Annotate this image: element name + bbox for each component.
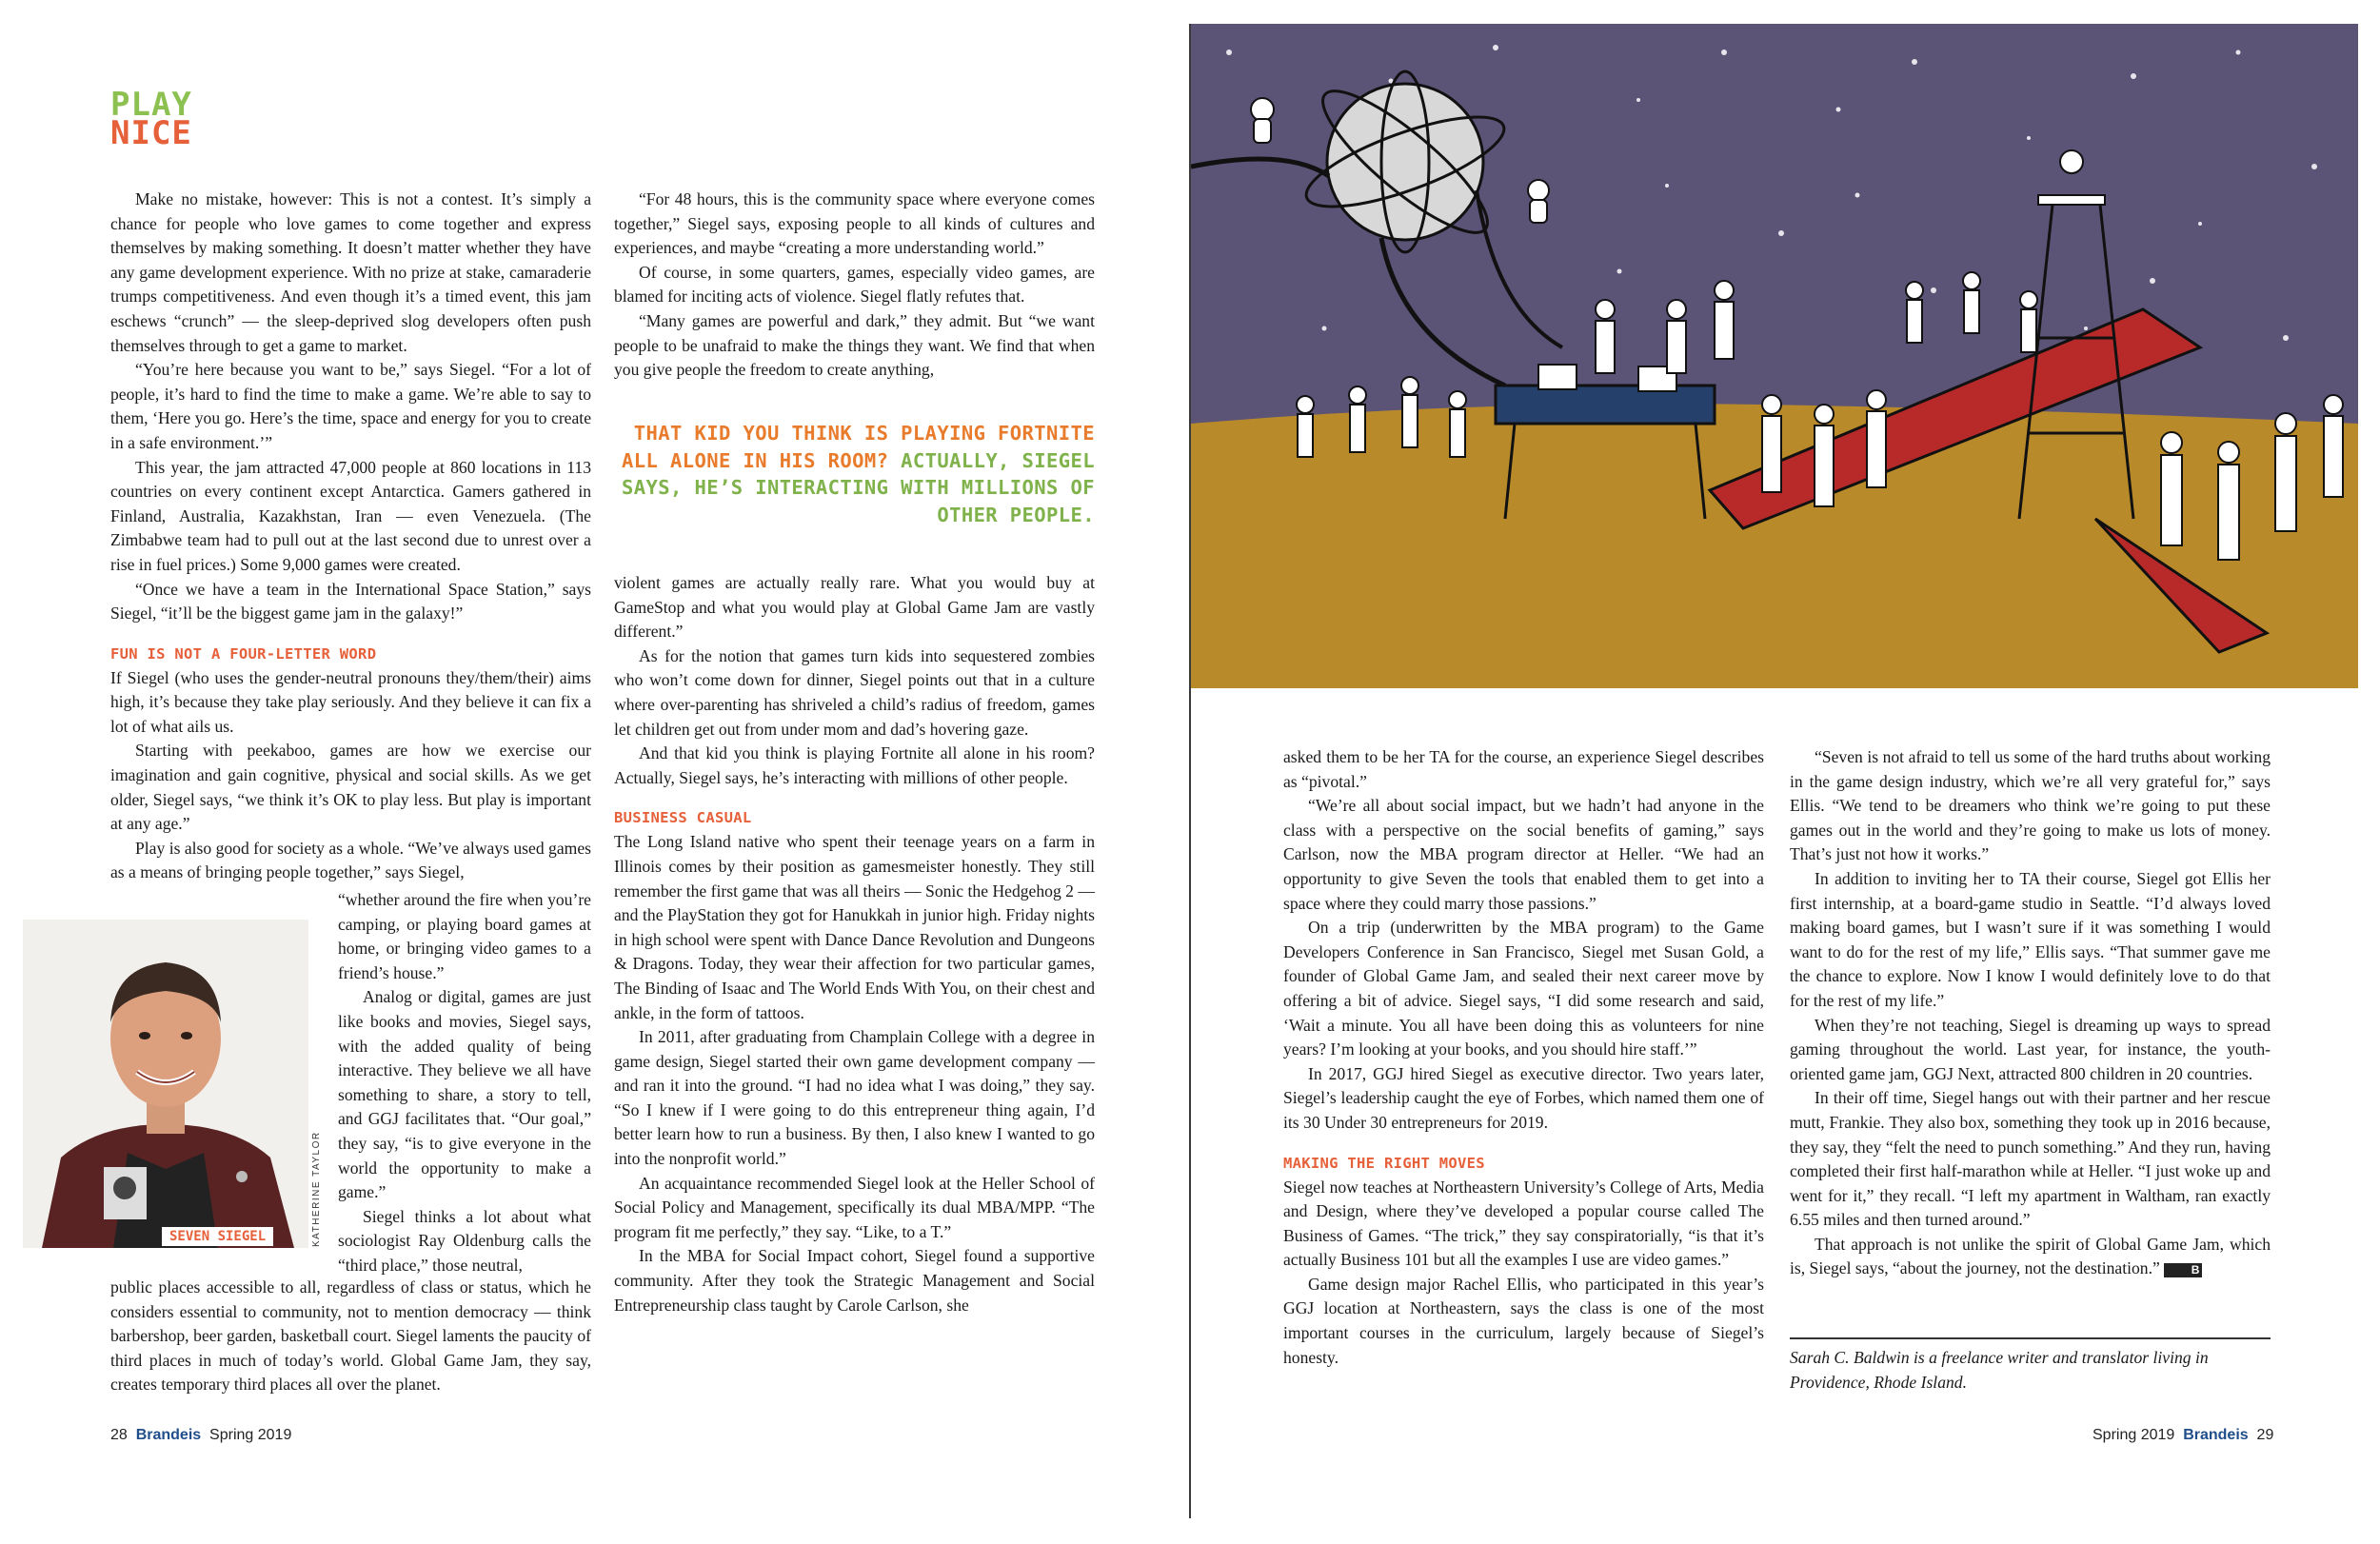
left-page bbox=[0, 0, 1189, 1544]
pull-quote bbox=[614, 420, 1095, 528]
paragraph: asked them to be her TA for the course, an experience Siegel describes as “pivotal.” bbox=[1283, 747, 1764, 791]
column-2 bbox=[614, 188, 1095, 383]
paragraph: Of course, in some quarters, games, especially video games, are blamed for inciting acts of violence. Siegel flatly refutes that. bbox=[614, 262, 1095, 307]
folio-left bbox=[110, 1427, 291, 1444]
subhead-business: BUSINESS CASUAL bbox=[614, 809, 752, 827]
column-3 bbox=[1283, 745, 1764, 1370]
page-number: 28 bbox=[110, 1427, 128, 1443]
folio-right bbox=[2092, 1427, 2273, 1444]
column-2-lower bbox=[614, 571, 1095, 1317]
space-game-jam-illustration bbox=[1191, 24, 2358, 688]
paragraph: Siegel thinks a lot about what sociologist Ray Oldenburg calls the “third place,” those neutral, bbox=[338, 1206, 591, 1275]
paragraph: “We’re all about social impact, but we hadn’t had anyone in the class with a perspective on the social benefits of gaming,” says Carlson, now the MBA program director at Heller. “We had an opportunity to give Seven the tools that enabled them to get into a space where they could marry those passions.” bbox=[1283, 796, 1764, 913]
paragraph: In 2017, GGJ hired Siegel as executive director. Two years later, Siegel’s leadership caught the eye of Forbes, which named them one of its 30 Under 30 entrepreneurs for 2019. bbox=[1283, 1063, 1764, 1132]
author-bio: Sarah C. Baldwin is a freelance writer and translator living in Providence, Rhode Island. bbox=[1790, 1348, 2209, 1392]
illustration-svg bbox=[1191, 24, 2358, 688]
subhead-fun: FUN IS NOT A FOUR-LETTER WORD bbox=[110, 644, 377, 663]
end-mark-icon: B bbox=[2164, 1263, 2203, 1277]
paragraph: “Seven is not afraid to tell us some of the hard truths about working in the game design industry, which we’re all very grateful for,” says Ellis. “We tend to be dreamers who think we’re going to put these games out in the world and they’re going to make us lots of money. That’s just not how it works.” bbox=[1790, 747, 2271, 864]
closing-sentence: That approach is not unlike the spirit of Global Game Jam, which is, Siegel says, “about the journey, not the destination.” bbox=[1790, 1234, 2271, 1278]
paragraph: violent games are actually really rare. What you would buy at GameStop and what you would play at Global Game Jam are vastly different.” bbox=[614, 573, 1095, 642]
photo-caption: SEVEN SIEGEL bbox=[162, 1227, 273, 1246]
paragraph: “Many games are powerful and dark,” they admit. But “we want people to be unafraid to make the things they want. We find that when you give people the freedom to create anything, bbox=[614, 310, 1095, 380]
paragraph: In 2011, after graduating from Champlain College with a degree in game design, Siegel started their own game development company — and ran it into the ground. “I had no idea what I was doing,” they say. “So I knew if I were going to do this entrepreneur thing again, I’d better learn how to run a business. By then, I also knew I wanted to go into the nonprofit world.” bbox=[614, 1027, 1095, 1169]
paragraph: As for the notion that games turn kids into sequestered zombies who won’t come down for dinner, Siegel points out that in a culture where over-parenting has shriveled a child’s radius of freedom, games let children get out from under mom and dad’s hovering gaze. bbox=[614, 645, 1095, 739]
brand-name: Brandeis bbox=[2183, 1427, 2249, 1443]
paragraph: public places accessible to all, regardless of class or status, which he considers essential to community, not to mention democracy — think barbershop, beer garden, basketball court. Siegel laments the paucity of third places in much of today’s world. Global Game Jam, they say, creates temporary third places all over the planet. bbox=[110, 1277, 591, 1395]
paragraph: In addition to inviting her to TA their course, Siegel got Ellis her first internship, at a board-game studio in Seattle. “I’d always loved making board games, but I wasn’t sure if it was something I would want to do for the rest of my life,” Ellis says. “That summer gave me the chance to explore. Now I know I would definitely love to do that for the rest of my life.” bbox=[1790, 868, 2271, 1010]
column-4 bbox=[1790, 745, 2271, 1281]
kicker-play: PLAY bbox=[110, 86, 192, 124]
paragraph: The Long Island native who spent their teenage years on a farm in Illinois comes by their position as gamesmeister honestly. They still remember the first game that was all theirs — Sonic the Hedgehog 2 — and the PlayStation they got for Hanukkah in junior high. Friday nights in high school were spent with Dance Dance Revolution and Dungeons & Dragons. Today, they wear their affection for two particular games, The Binding of Isaac and The World Ends With You, on their chest and ankle, in the form of tattoos. bbox=[614, 832, 1095, 1022]
column-1 bbox=[110, 188, 591, 885]
paragraph: In the MBA for Social Impact cohort, Siegel found a supportive community. After they took the Strategic Management and Social Entrepreneurship class taught by Carole Carlson, she bbox=[614, 1246, 1095, 1315]
paragraph: On a trip (underwritten by the MBA program) to the Game Developers Conference in San Francisco, Siegel met Susan Gold, a founder of Global Game Jam, and sealed their next career move by offering a bit of advice. Siegel says, “I did some research and said, ‘Wait a minute. You all have been doing this as volunteers for nine years? I’m looking at your books, and you should hire staff.’” bbox=[1283, 918, 1764, 1059]
subhead-moves: MAKING THE RIGHT MOVES bbox=[1283, 1154, 1485, 1172]
page-number: 29 bbox=[2256, 1427, 2274, 1443]
issue-date: Spring 2019 bbox=[209, 1427, 292, 1443]
paragraph: “Once we have a team in the International Space Station,” says Siegel, “it’ll be the biggest game jam in the galaxy!” bbox=[110, 579, 591, 624]
paragraph: If Siegel (who uses the gender-neutral pronouns they/them/their) aims high, it’s because they take play seriously. And they believe it can fix a lot of what ails us. bbox=[110, 667, 591, 736]
pull-quote-green: ACTUALLY, SIEGEL SAYS, HE’S INTERACTING WITH MILLIONS OF OTHER PEOPLE. bbox=[622, 448, 1095, 526]
kicker-nice: NICE bbox=[110, 114, 192, 152]
photo-credit: KATHERINE TAYLOR bbox=[311, 1131, 322, 1247]
paragraph: Siegel now teaches at Northeastern University’s College of Arts, Media and Design, where they’ve developed a popular course called The Business of Games. “The trick,” they say conspiratorially, “is that it’s actually Business 101 but all the examples I use are video games.” bbox=[1283, 1177, 1764, 1270]
portrait-illustration bbox=[23, 920, 308, 1248]
paragraph: Analog or digital, games are just like books and movies, Siegel says, with the added quality of being interactive. They believe we all have something to share, a story to tell, and GGJ facilitates that. “Our goal,” they say, “is to give everyone in the world the opportunity to make a game.” bbox=[338, 987, 591, 1202]
paragraph: An acquaintance recommended Siegel look at the Heller School of Social Policy and Management, specifically its dual MBA/MPP. “The program fit me perfectly,” they say. “Like, to a T.” bbox=[614, 1173, 1095, 1241]
paragraph: Starting with peekaboo, games are how we exercise our imagination and gain cognitive, physical and social skills. As we get older, Siegel says, “we think it’s OK to play less. But play is important at any age.” bbox=[110, 741, 591, 834]
paragraph: Make no mistake, however: This is not a contest. It’s simply a chance for people who love games to come together and express themselves by making something. It doesn’t matter whether they have any game development experience. With no prize at stake, camaraderie trumps competitiveness. And even though it’s a timed event, this jam eschews “crunch” — the sleep-deprived slog developers often push themselves through to get a game to market. bbox=[110, 189, 591, 355]
paragraph: Game design major Rachel Ellis, who participated in this year’s GGJ location at Northeastern, says the class is one of the most important courses in the curriculum, largely because of Siegel’s honesty. bbox=[1283, 1274, 1764, 1367]
pull-quote-orange: THAT KID YOU THINK IS PLAYING FORTNITE ALL ALONE IN HIS ROOM? bbox=[622, 422, 1095, 472]
paragraph: “You’re here because you want to be,” says Siegel. “For a lot of people, it’s hard to find the time to make a game. We’re able to say to them, ‘Here you go. Here’s the time, space and energy for you to create in a safe environment.’” bbox=[110, 360, 591, 452]
paragraph: In their off time, Siegel hangs out with their partner and her rescue mutt, Frankie. They also box, something they took up in 2016 because, they say, they “felt the need to punch something.” And they run, having completed their first half-marathon while at Heller. “I just woke up and went for it,” they recall. “I left my apartment in Waltham, ran exactly 6.55 miles and then turned around.” bbox=[1790, 1088, 2271, 1230]
paragraph: “For 48 hours, this is the community space where everyone comes together,” Siegel says, exposing people to all kinds of cultures and experiences, and maybe “creating a more understanding world.” bbox=[614, 189, 1095, 258]
column-1-wrap bbox=[338, 888, 591, 1278]
paragraph: Play is also good for society as a whole. “We’ve always used games as a means of bringing people together,” says Siegel, bbox=[110, 838, 591, 882]
column-1-tail bbox=[110, 1276, 591, 1397]
paragraph: “whether around the fire when you’re camping, or playing board games at home, or bringing video games to a friend’s house.” bbox=[338, 890, 591, 982]
paragraph: And that kid you think is playing Fortnite all alone in his room? Actually, Siegel says, he’s interacting with millions of other people. bbox=[614, 743, 1095, 787]
paragraph: This year, the jam attracted 47,000 people at 860 locations in 113 countries on every continent except Antarctica. Gamers gathered in Finland, Australia, Kazakhstan, Iran — even Venezuela. (The Zimbabwe team had to pull out at the last second due to unrest over a rise in fuel prices.) Some 9,000 games were created. bbox=[110, 457, 591, 574]
brand-name: Brandeis bbox=[135, 1427, 202, 1443]
portrait-photo bbox=[23, 920, 308, 1248]
paragraph bbox=[1790, 1233, 2271, 1281]
bio-divider bbox=[1790, 1337, 2271, 1339]
issue-date: Spring 2019 bbox=[2092, 1427, 2175, 1443]
paragraph: When they’re not teaching, Siegel is dreaming up ways to spread gaming throughout the world. Last year, for instance, the youth-oriented game jam, GGJ Next, attracted 800 children in 20 countries. bbox=[1790, 1015, 2271, 1083]
